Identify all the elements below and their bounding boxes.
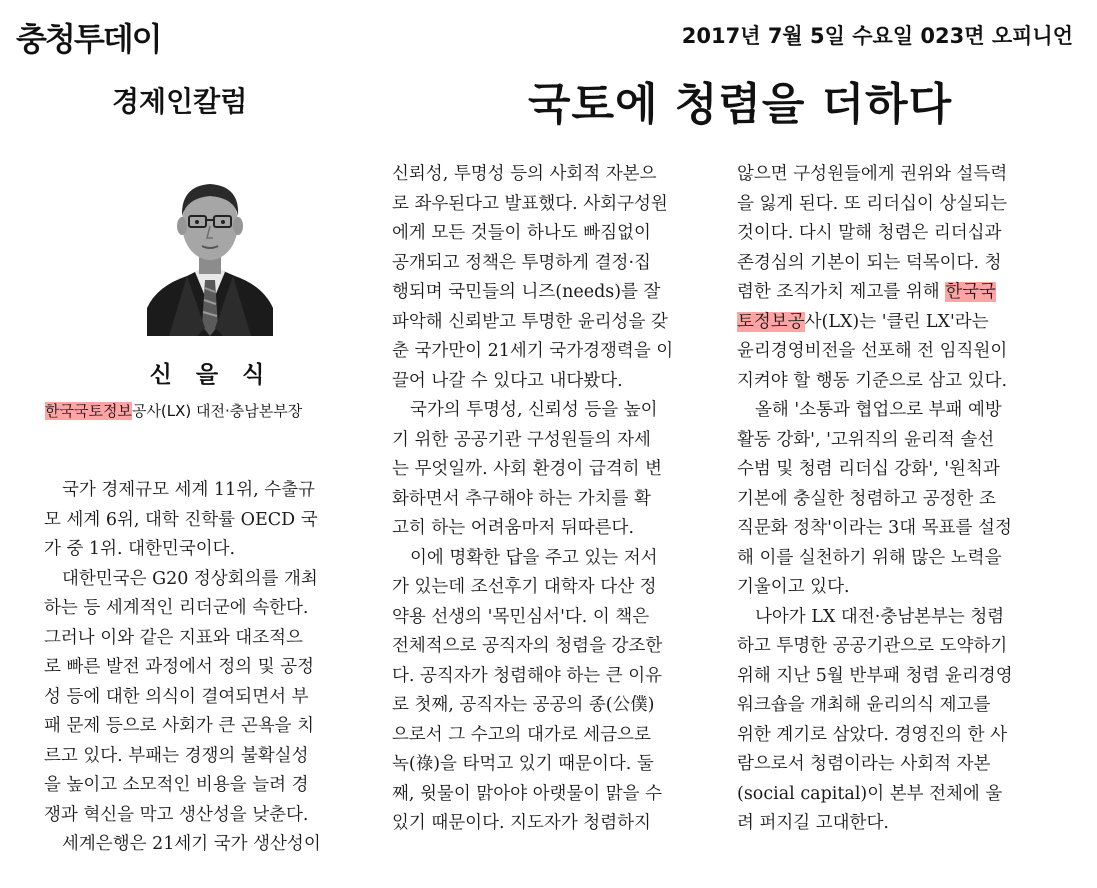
article-headline: 국토에 청렴을 더하다 (528, 79, 953, 130)
body-line: 존경심의 기본이 되는 덕목이다. 청 (737, 252, 1002, 273)
body-line: 기 위한 공공기관 구성원들의 자세 (392, 429, 651, 450)
highlighted-org-name: 한국국토정보 (45, 402, 132, 420)
body-line: 째, 윗물이 맑아야 아랫물이 맑을 수 (392, 783, 663, 804)
body-line: 해 이를 실천하기 위해 많은 노력을 (737, 547, 1002, 568)
body-line: 가 있는데 조선후기 대학자 다산 정 (392, 577, 657, 597)
author-name: 신 을 식 (149, 362, 273, 388)
body-line: 국가의 투명성, 신뢰성 등을 높이 (410, 400, 658, 420)
body-line: (social capital)이 본부 전체에 울 (737, 783, 1003, 804)
article-column-3 (737, 160, 1013, 839)
author-title-text: 공사(LX) 대전·충남본부장 (131, 402, 303, 420)
body-line: 신뢰성, 투명성 등의 사회적 자본으 (392, 164, 657, 184)
body-line: 고히 하는 어려움마저 뒤따른다. (392, 518, 635, 538)
body-line: 대한민국은 G20 정상회의를 개최 (62, 568, 318, 589)
highlighted-org-name: 토정보공 (737, 311, 805, 332)
body-line: 약용 선생의 '목민심서'다. 이 책은 (392, 606, 650, 627)
body-line: 르고 있다. 부패는 경쟁의 불확실성 (44, 745, 309, 766)
body-line: 직문화 정착'이라는 3대 목표를 설정 (737, 518, 1012, 538)
article-column-2 (392, 160, 673, 839)
author-photo (147, 158, 273, 336)
body-line: 녹(祿)을 타먹고 있기 때문이다. 둘 (392, 754, 654, 774)
body-line: 이에 명확한 답을 주고 있는 저서 (410, 547, 658, 568)
body-line: 가 중 1위. 대한민국이다. (44, 539, 236, 559)
body-line: 올해 '소통과 협업으로 부패 예방 (755, 400, 1002, 420)
body-line: 춘 국가만이 21세기 국가경쟁력을 이 (392, 341, 674, 361)
body-line: 로 첫째, 공직자는 공공의 종(公僕) (392, 695, 655, 715)
body-line: 위한 계기로 삼았다. 경영진의 한 사 (737, 724, 1008, 745)
body-line: 기울이고 있다. (737, 577, 850, 597)
body-line: 성 등에 대한 의식이 결여되면서 부 (44, 686, 309, 707)
body-line: 으로서 그 수고의 대가로 세금으로 (392, 724, 651, 745)
publication-dateline: 2017년 7월 5일 수요일 023면 오피니언 (681, 24, 1073, 48)
body-line: 모 세계 6위, 대학 진학률 OECD 국 (44, 509, 318, 530)
body-line: 윤리경영비전을 선포해 전 임직원이 (737, 341, 1008, 361)
newspaper-masthead: 충청투데이 (16, 20, 161, 58)
body-line-text: 렴한 조직가치 제고를 위해 (737, 282, 946, 302)
body-line: 하고 투명한 공공기관으로 도약하기 (737, 636, 1008, 656)
body-line: 지켜야 할 행동 기준으로 삼고 있다. (737, 370, 1008, 391)
body-line: 행되며 국민들의 니즈(needs)를 잘 (392, 282, 661, 302)
body-line: 워크숍을 개최해 윤리의식 제고를 (737, 695, 991, 715)
body-line: 위해 지난 5월 반부패 청렴 윤리경영 (737, 665, 1013, 686)
column-label: 경제인칼럼 (112, 85, 248, 118)
body-line: 것이다. 다시 말해 청렴은 리더십과 (737, 223, 1002, 243)
body-line: 끌어 나갈 수 있다고 내다봤다. (392, 370, 623, 391)
body-line: 로 좌우된다고 발표했다. 사회구성원 (392, 193, 668, 214)
body-line: 하는 등 세계적인 리더군에 속한다. (44, 598, 309, 618)
body-line: 그러나 이와 같은 지표와 대조적으 (44, 627, 303, 648)
body-line: 패 문제 등으로 사회가 큰 곤욕을 치 (44, 716, 315, 736)
body-line: 않으면 구성원들에게 권위와 설득력 (737, 164, 1008, 184)
body-line: 을 높이고 소모적인 비용을 늘려 경 (44, 775, 309, 795)
body-line: 세계은행은 21세기 국가 생산성이 (62, 834, 321, 854)
body-line: 에게 모든 것들이 하나도 빠짐없이 (392, 223, 651, 243)
article-column-1 (44, 476, 321, 860)
body-line: 다. 공직자가 청렴해야 하는 큰 이유 (392, 665, 663, 686)
author-portrait-image (147, 158, 273, 336)
body-line: 있기 때문이다. 지도자가 청렴하지 (392, 813, 651, 833)
body-line: 공개되고 정책은 투명하게 결정·집 (392, 252, 651, 273)
highlighted-org-name: 한국국 (945, 282, 996, 302)
body-line: 파악해 신뢰받고 투명한 윤리성을 갖 (392, 311, 668, 332)
body-line: 을 잃게 된다. 또 리더십이 상실되는 (737, 193, 1008, 214)
body-line: 로 빠른 발전 과정에서 정의 및 공정 (44, 657, 315, 677)
body-line: 국가 경제규모 세계 11위, 수출규 (62, 480, 315, 500)
body-line: 려 퍼지길 고대한다. (737, 813, 889, 833)
body-line: 활동 강화', '고위직의 윤리적 솔선 (737, 429, 995, 450)
body-line-text: 사(LX)는 '클린 LX'라는 (804, 311, 989, 332)
body-line: 람으로서 청렴이라는 사회적 자본 (737, 754, 991, 774)
body-line (737, 308, 1013, 338)
body-line: 는 무엇일까. 사회 환경이 급격히 변 (392, 459, 663, 479)
body-line: 수범 및 청렴 리더십 강화', '원칙과 (737, 459, 1000, 479)
body-line: 전체적으로 공직자의 청렴을 강조한 (392, 636, 663, 656)
author-affiliation (45, 400, 302, 421)
body-line: 쟁과 혁신을 막고 생산성을 낮춘다. (44, 804, 309, 825)
body-line: 나아가 LX 대전·충남본부는 청렴 (755, 606, 1005, 627)
body-line (737, 278, 1013, 308)
body-line: 기본에 충실한 청렴하고 공정한 조 (737, 488, 996, 509)
body-line: 화하면서 추구해야 하는 가치를 확 (392, 488, 651, 509)
